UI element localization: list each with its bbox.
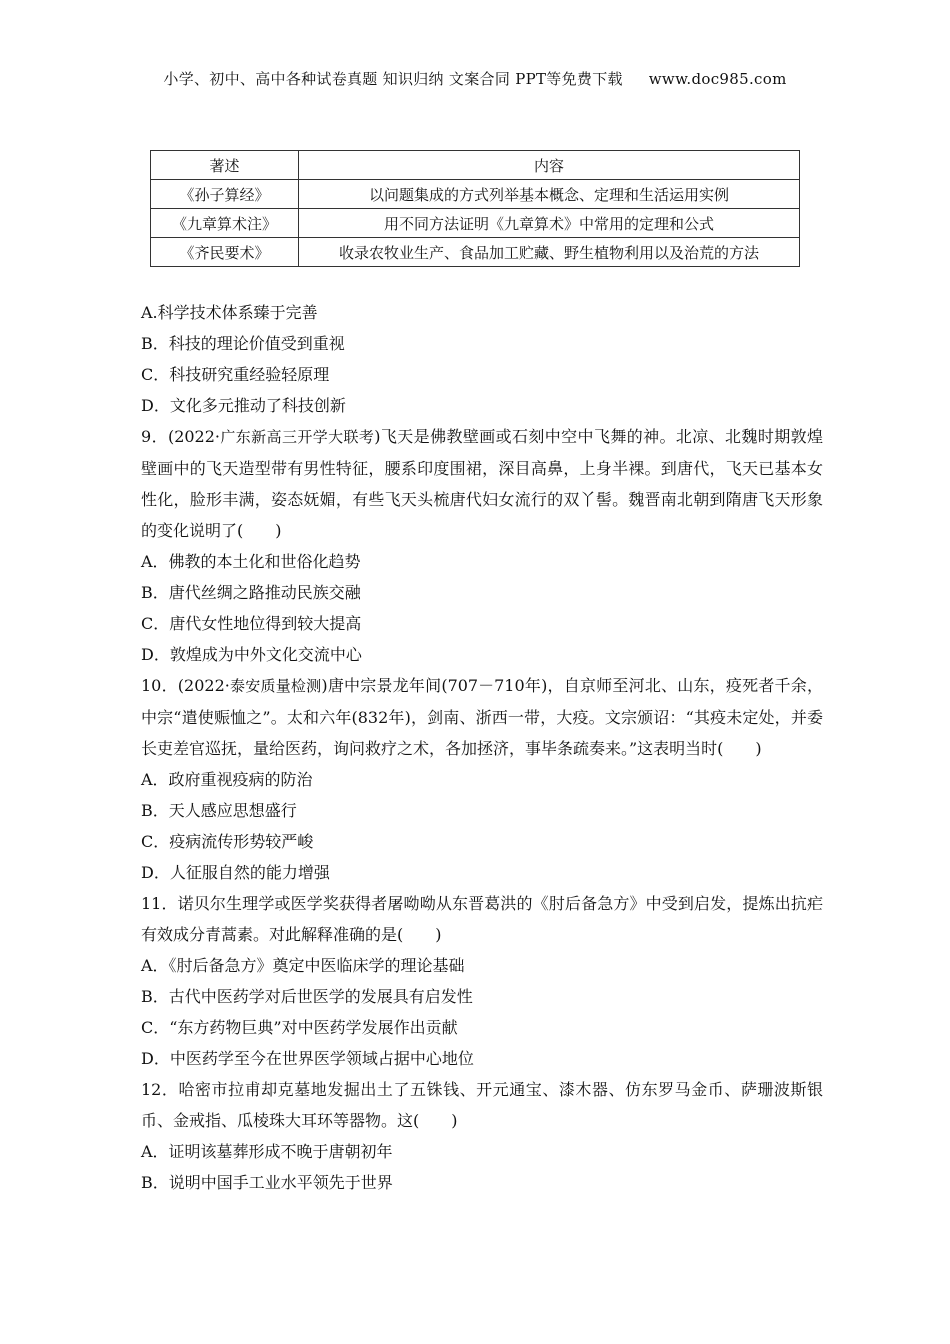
- q9-option-c: C．唐代女性地位得到较大提高: [141, 614, 362, 633]
- q8-option-a: A.科学技术体系臻于完善: [141, 303, 318, 322]
- page-header: [0, 68, 950, 89]
- q9-stem: [141, 421, 823, 546]
- q10-text: )唐中宗景龙年间(707－710年)，自京师至河北、山东，疫死者千余，中宗“遣使赈恤之”。太和六年(832年)，剑南、浙西一带，大疫。文宗颁诏：“其疫未定处，并委长吏差官巡抚，量给医药，询问救疗之术，各加拯济，事毕条疏奏来。”这表明当时( ): [141, 676, 823, 758]
- q10-stem: [141, 670, 823, 764]
- q9-option-d: D．敦煌成为中外文化交流中心: [141, 645, 362, 664]
- q11-option-d: D．中医药学至今在世界医学领域占据中心地位: [141, 1049, 474, 1068]
- table-row: [151, 238, 800, 267]
- table-cell: 以问题集成的方式列举基本概念、定理和生活运用实例: [299, 180, 800, 209]
- q12-option-a: A．证明该墓葬形成不晚于唐朝初年: [141, 1142, 393, 1161]
- q11-option-a: A．《肘后备急方》奠定中医临床学的理论基础: [141, 956, 465, 975]
- q9-text: )飞天是佛教壁画或石刻中空中飞舞的神。北凉、北魏时期敦煌壁画中的飞天造型带有男性特征，腰系印度围裙，深目高鼻，上身半裸。到唐代，飞天已基本女性化，脸形丰满，姿态妩媚，有些飞天头梳唐代妇女流行的双丫髻。魏晋南北朝到隋唐飞天形象的变化说明了( ): [141, 427, 823, 540]
- table-cell: 《九章算术注》: [151, 209, 299, 238]
- q10-option-d: D．人征服自然的能力增强: [141, 863, 330, 882]
- header-site: www.doc985.com: [648, 70, 787, 88]
- q8-option-d: D．文化多元推动了科技创新: [141, 396, 346, 415]
- table-cell: 《齐民要术》: [151, 238, 299, 267]
- works-table: [150, 150, 800, 267]
- question-content: [141, 297, 823, 1198]
- q10-source: 泰安质量检测: [229, 677, 322, 695]
- q10-option-b: B．天人感应思想盛行: [141, 801, 297, 820]
- q8-option-c: C．科技研究重经验轻原理: [141, 365, 330, 384]
- q11-option-c: C．“东方药物巨典”对中医药学发展作出贡献: [141, 1018, 458, 1037]
- q10-option-c: C．疫病流传形势较严峻: [141, 832, 314, 851]
- table-row: [151, 180, 800, 209]
- table-cell: 收录农牧业生产、食品加工贮藏、野生植物利用以及治荒的方法: [299, 238, 800, 267]
- table-header-row: [151, 151, 800, 180]
- q9-option-a: A．佛教的本土化和世俗化趋势: [141, 552, 361, 571]
- table-header-cell: 著述: [151, 151, 299, 180]
- table-header-cell: 内容: [299, 151, 800, 180]
- q11-stem: 11．诺贝尔生理学或医学奖获得者屠呦呦从东晋葛洪的《肘后备急方》中受到启发，提炼出抗疟有效成分青蒿素。对此解释准确的是( ): [141, 894, 823, 944]
- q9-number: 9．(2022·: [141, 427, 221, 446]
- q10-option-a: A．政府重视疫病的防治: [141, 770, 313, 789]
- q9-option-b: B．唐代丝绸之路推动民族交融: [141, 583, 361, 602]
- q12-option-b: B．说明中国手工业水平领先于世界: [141, 1173, 393, 1192]
- q8-option-b: B．科技的理论价值受到重视: [141, 334, 345, 353]
- table-cell: 用不同方法证明《九章算术》中常用的定理和公式: [299, 209, 800, 238]
- table-cell: 《孙子算经》: [151, 180, 299, 209]
- q10-number: 10．(2022·: [141, 676, 230, 695]
- q11-option-b: B．古代中医药学对后世医学的发展具有启发性: [141, 987, 473, 1006]
- q9-source: 广东新高三开学大联考: [220, 428, 375, 446]
- table-row: [151, 209, 800, 238]
- header-text: 小学、初中、高中各种试卷真题 知识归纳 文案合同 PPT等免费下载: [163, 70, 623, 88]
- q12-stem: 12．哈密市拉甫却克墓地发掘出土了五铢钱、开元通宝、漆木器、仿东罗马金币、萨珊波斯银币、金戒指、瓜棱珠大耳环等器物。这( ): [141, 1080, 823, 1130]
